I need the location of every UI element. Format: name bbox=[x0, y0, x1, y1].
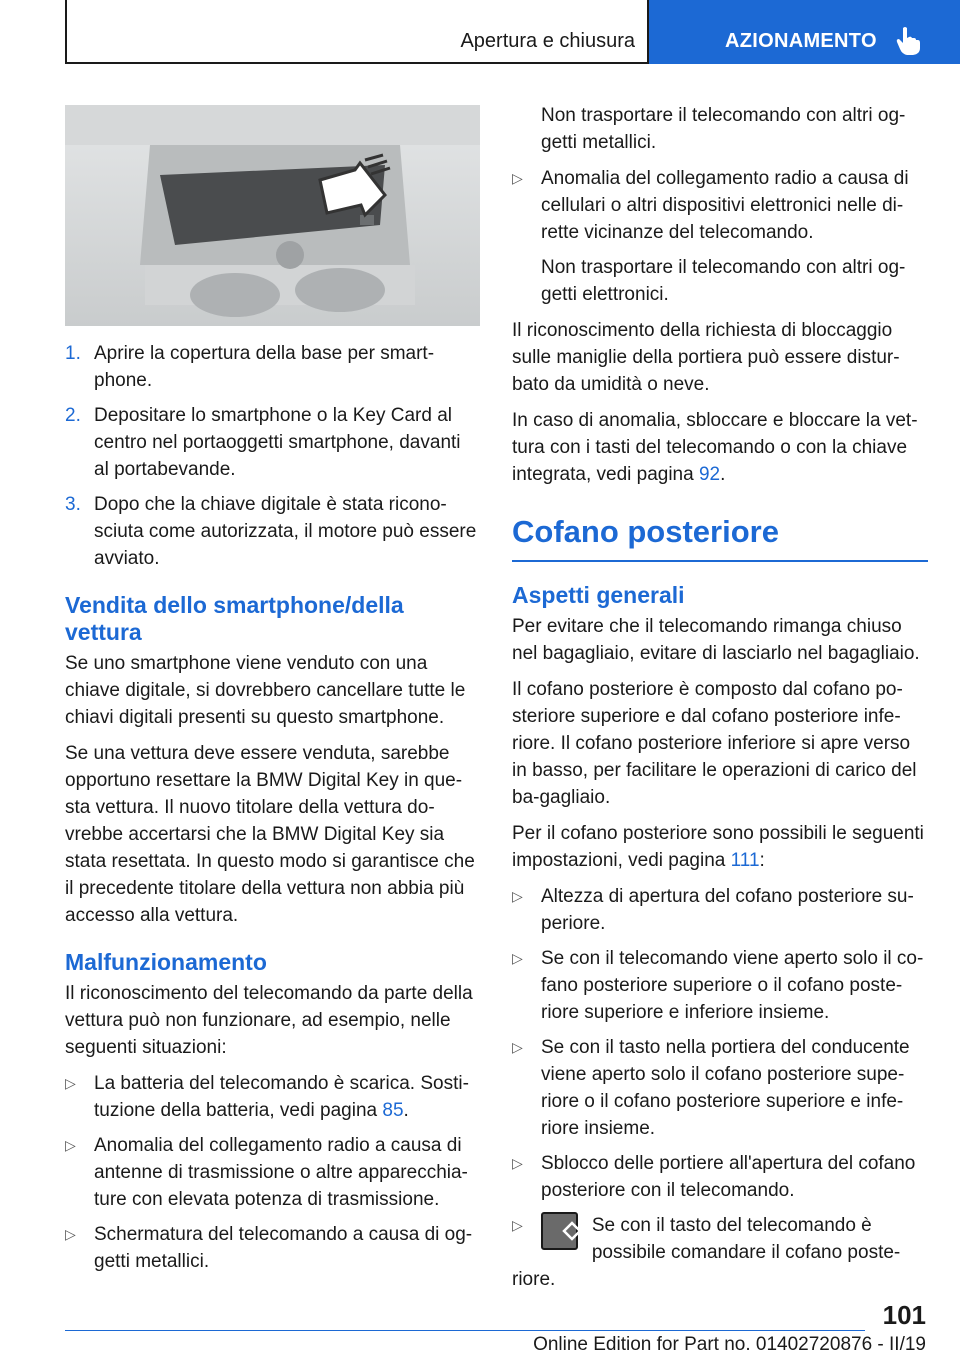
step-item bbox=[65, 491, 477, 572]
left-column bbox=[65, 340, 477, 1283]
list-item-text: La batteria del telecomando è scarica. Sosti-tuzione della batteria, vedi pagina bbox=[94, 1073, 469, 1121]
page-link-111[interactable]: 111 bbox=[730, 850, 760, 871]
list-item-text: Se con il tasto del telecomando è possibile comandare il cofano poste- bbox=[591, 1215, 901, 1263]
page-link-85[interactable]: 85 bbox=[382, 1100, 404, 1121]
list-item-text: Altezza di apertura del cofano posteriore su-periore. bbox=[541, 886, 914, 934]
smartphone-tray-photo bbox=[65, 105, 480, 326]
triangle-bullet-icon: ▷ bbox=[65, 1075, 76, 1091]
paragraph: Se una vettura deve essere venduta, sarebbe opportuno resettare la BMW Digital Key in que-sta vettura. Il nuovo titolare della vettura do-vrebbe accertarsi che la BMW Digital Key sia stata resettata. In questo modo si garantisce che il precedente titolare della vettura non abbia più accesso alla vettura. bbox=[65, 743, 475, 926]
paragraph bbox=[512, 820, 928, 874]
punctuation: . bbox=[403, 1100, 409, 1121]
paragraph: Se uno smartphone viene venduto con una chiave digitale, si dovrebbero cancellare tutte le chiavi digitali presenti su questo smartphone. bbox=[65, 653, 466, 728]
list-item bbox=[512, 1034, 928, 1142]
heading-sale: Vendita dello smartphone/della vettura bbox=[65, 592, 404, 645]
triangle-bullet-icon: ▷ bbox=[512, 1039, 523, 1055]
step-item bbox=[65, 340, 477, 394]
list-item bbox=[65, 1132, 477, 1213]
step-text: Depositare lo smartphone o la Key Card al centro nel portaoggetti smartphone, davanti al portabevande. bbox=[94, 405, 461, 480]
list-item-text: Anomalia del collegamento radio a causa di cellulari o altri dispositivi elettronici nelle di-rette vicinanze del telecomando. bbox=[541, 168, 909, 243]
paragraph: Il riconoscimento del telecomando da parte della vettura può non funzionare, ad esempio, nelle seguenti situazioni: bbox=[65, 983, 473, 1058]
footer-divider bbox=[65, 1330, 865, 1331]
remote-tailgate-button-icon bbox=[541, 1212, 578, 1250]
page-number: 101 bbox=[882, 1300, 926, 1330]
triangle-bullet-icon: ▷ bbox=[65, 1226, 76, 1242]
step-text: Aprire la copertura della base per smart-phone. bbox=[94, 343, 435, 391]
indented-note: Non trasportare il telecomando con altri og-getti elettronici. bbox=[541, 257, 906, 305]
step-item bbox=[65, 402, 477, 483]
list-item bbox=[512, 945, 928, 1026]
list-item-text: Sblocco delle portiere all'apertura del cofano posteriore con il telecomando. bbox=[541, 1153, 916, 1201]
triangle-bullet-icon: ▷ bbox=[512, 888, 523, 904]
list-item bbox=[512, 1150, 928, 1204]
triangle-bullet-icon: ▷ bbox=[512, 950, 523, 966]
heading-malfunction: Malfunzionamento bbox=[65, 949, 267, 975]
heading-rear-hatch: Cofano posteriore bbox=[512, 514, 928, 562]
triangle-bullet-icon: ▷ bbox=[512, 170, 523, 186]
step-number: 3. bbox=[65, 494, 81, 515]
list-item bbox=[65, 1221, 477, 1275]
paragraph: Per evitare che il telecomando rimanga chiuso nel bagagliaio, evitare di lasciarlo nel bagagliaio. bbox=[512, 616, 920, 664]
section-title: AZIONAMENTO bbox=[725, 30, 877, 52]
hand-pointer-icon bbox=[895, 26, 921, 56]
list-item bbox=[512, 1212, 928, 1293]
punctuation: . bbox=[720, 464, 726, 485]
header-section-box bbox=[649, 0, 960, 64]
step-text: Dopo che la chiave digitale è stata ricono-sciuta come autorizzata, il motore può essere avviato. bbox=[94, 494, 477, 569]
indented-note: Non trasportare il telecomando con altri og-getti metallici. bbox=[541, 105, 906, 153]
list-item bbox=[512, 165, 928, 246]
paragraph bbox=[512, 407, 928, 488]
paragraph-text: Per il cofano posteriore sono possibili le seguenti impostazioni, vedi pagina bbox=[512, 823, 924, 871]
list-item-text: Schermatura del telecomando a causa di og-getti metallici. bbox=[94, 1224, 473, 1272]
list-item-text: Se con il telecomando viene aperto solo il co-fano posteriore superiore o il cofano poste-riore superiore e inferiore insieme. bbox=[541, 948, 924, 1023]
list-item bbox=[512, 883, 928, 937]
step-number: 2. bbox=[65, 405, 81, 426]
step-number: 1. bbox=[65, 343, 81, 364]
page-link-92[interactable]: 92 bbox=[698, 464, 721, 485]
triangle-bullet-icon: ▷ bbox=[512, 1155, 523, 1171]
paragraph-text: In caso di anomalia, sbloccare e bloccare la vet-tura con i tasti del telecomando o con la chiave integrata, vedi pagina bbox=[512, 410, 918, 485]
header-chapter-box bbox=[65, 0, 649, 64]
triangle-bullet-icon: ▷ bbox=[512, 1217, 523, 1233]
punctuation: : bbox=[759, 850, 765, 871]
paragraph: Il cofano posteriore è composto dal cofano po-steriore superiore e dal cofano posteriore infe-riore. Il cofano posteriore inferiore si apre verso in basso, per facilitare le operazioni di carico del ba-gagliaio. bbox=[512, 679, 917, 808]
triangle-bullet-icon: ▷ bbox=[65, 1137, 76, 1153]
list-item-text: Se con il tasto nella portiera del conducente viene aperto solo il cofano posteriore supe-riore o il cofano posteriore superiore e infe-riore insieme. bbox=[541, 1037, 910, 1139]
right-column bbox=[512, 102, 928, 1293]
edition-label: Online Edition for Part no. 01402720876 - II/19 bbox=[533, 1334, 926, 1355]
list-item bbox=[65, 1070, 477, 1124]
paragraph: Il riconoscimento della richiesta di bloccaggio sulle maniglie della portiera può essere distur-bato da umidità o neve. bbox=[512, 320, 900, 395]
chapter-title: Apertura e chiusura bbox=[460, 30, 635, 52]
list-item-text-continued: riore. bbox=[512, 1269, 556, 1290]
list-item-text: Anomalia del collegamento radio a causa di antenne di trasmissione o altre apparecchia-ture con elevata potenza di trasmissione. bbox=[94, 1135, 468, 1210]
heading-general: Aspetti generali bbox=[512, 582, 685, 608]
